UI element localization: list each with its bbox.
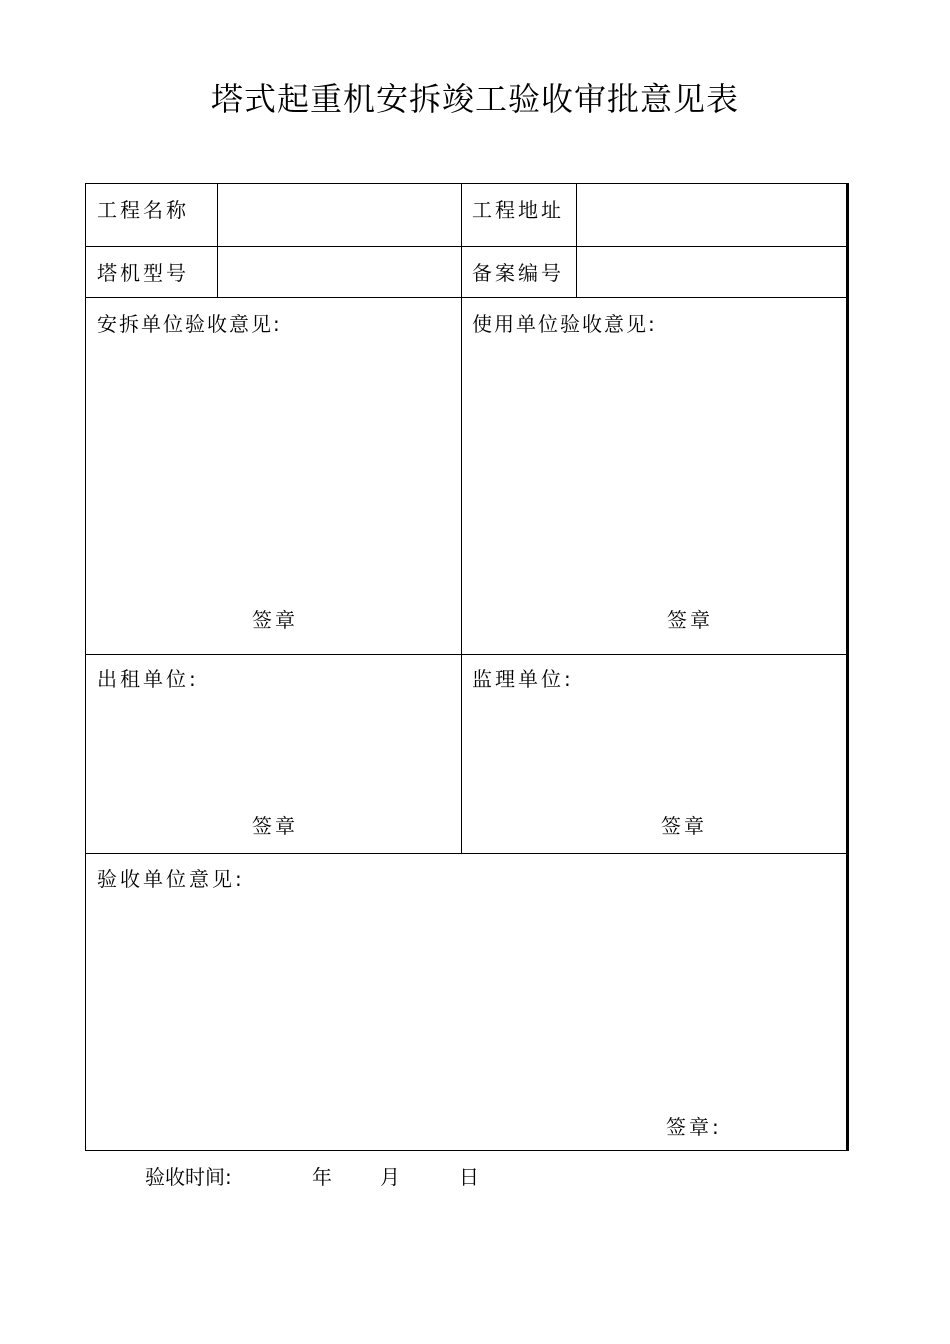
acceptance-unit-opinion-label: 验收单位意见: [97, 867, 245, 891]
user-unit-seal: 签章 [667, 608, 713, 632]
supervision-unit-label: 监理单位: [472, 667, 574, 691]
project-name-field[interactable] [218, 184, 461, 246]
record-number-label: 备案编号 [472, 261, 564, 285]
record-number-field[interactable] [577, 247, 848, 297]
row-divider-3 [86, 654, 848, 655]
col-divider-center [461, 184, 462, 853]
acceptance-time-label: 验收时间: [145, 1165, 232, 1189]
rental-unit-seal: 签章 [252, 814, 298, 838]
install-unit-opinion-label: 安拆单位验收意见: [97, 312, 282, 336]
acceptance-unit-seal: 签章: [666, 1115, 722, 1139]
supervision-unit-seal: 签章 [661, 814, 707, 838]
approval-form [85, 183, 849, 1151]
project-address-field[interactable] [577, 184, 848, 246]
crane-model-label: 塔机型号 [97, 261, 189, 285]
project-address-label: 工程地址 [472, 198, 564, 222]
user-unit-opinion-label: 使用单位验收意见: [472, 312, 657, 336]
year-label: 年 [312, 1165, 332, 1189]
row-divider-2 [86, 297, 848, 298]
project-name-label: 工程名称 [97, 198, 189, 222]
crane-model-field[interactable] [218, 247, 461, 297]
month-label: 月 [380, 1165, 400, 1189]
rental-unit-label: 出租单位: [97, 667, 199, 691]
install-unit-seal: 签章 [252, 608, 298, 632]
page-title: 塔式起重机安拆竣工验收审批意见表 [210, 80, 739, 118]
day-label: 日 [459, 1165, 479, 1189]
row-divider-4 [86, 853, 848, 854]
